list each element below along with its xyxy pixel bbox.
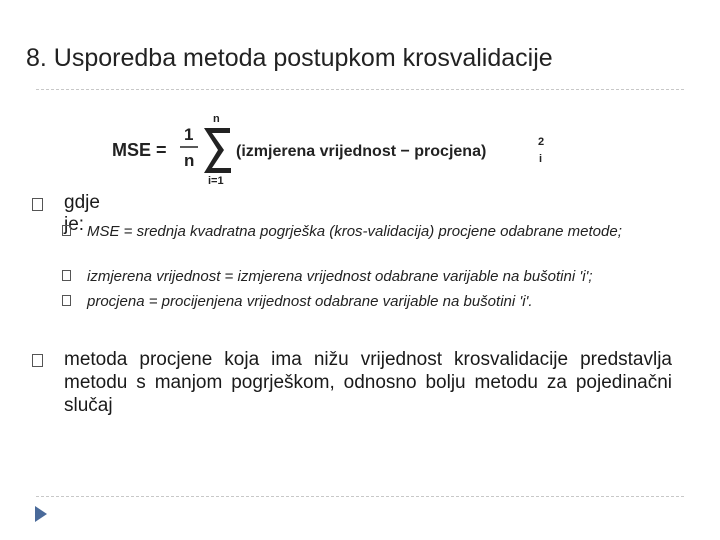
top-divider [36,89,684,90]
formula-numerator: 1 [184,125,194,144]
formula-lhs: MSE = [112,140,167,160]
formula-subscript: i [539,153,543,165]
square-bullet-icon [62,270,71,281]
conclusion-text: metoda procjene koja ima nižu vrijednost krosvalidacije predstavlja metodu s manjom pogrješkom, odnosno bolju metodu za pojedinačni slučaj [64,349,672,416]
play-triangle-icon[interactable] [34,505,48,523]
sum-lower-limit: i=1 [208,175,224,184]
formula-exponent: 2 [538,136,545,148]
square-bullet-icon [32,354,43,367]
gdje-label: gdje je: [64,192,100,235]
slide-title: 8. Usporedba metoda postupkom krosvalidacije [26,44,553,72]
definition-text: MSE = srednja kvadratna pogrješka (kros-validacija) procjene odabrane metode; [87,223,622,240]
formula-denominator: n [184,151,195,170]
mse-formula [112,112,552,184]
sum-upper-limit: n [213,113,220,125]
bottom-divider [36,496,684,497]
definition-text: procjena = procijenjena vrijednost odabrane varijable na bušotini 'i'. [87,293,533,310]
square-bullet-icon [32,198,43,211]
square-bullet-icon [62,225,71,236]
definition-text: izmjerena vrijednost = izmjerena vrijednost odabrane varijable na bušotini 'i'; [87,268,593,285]
formula-body: (izmjerena vrijednost − procjena) [236,143,487,160]
sigma-icon [204,128,231,173]
square-bullet-icon [62,295,71,306]
